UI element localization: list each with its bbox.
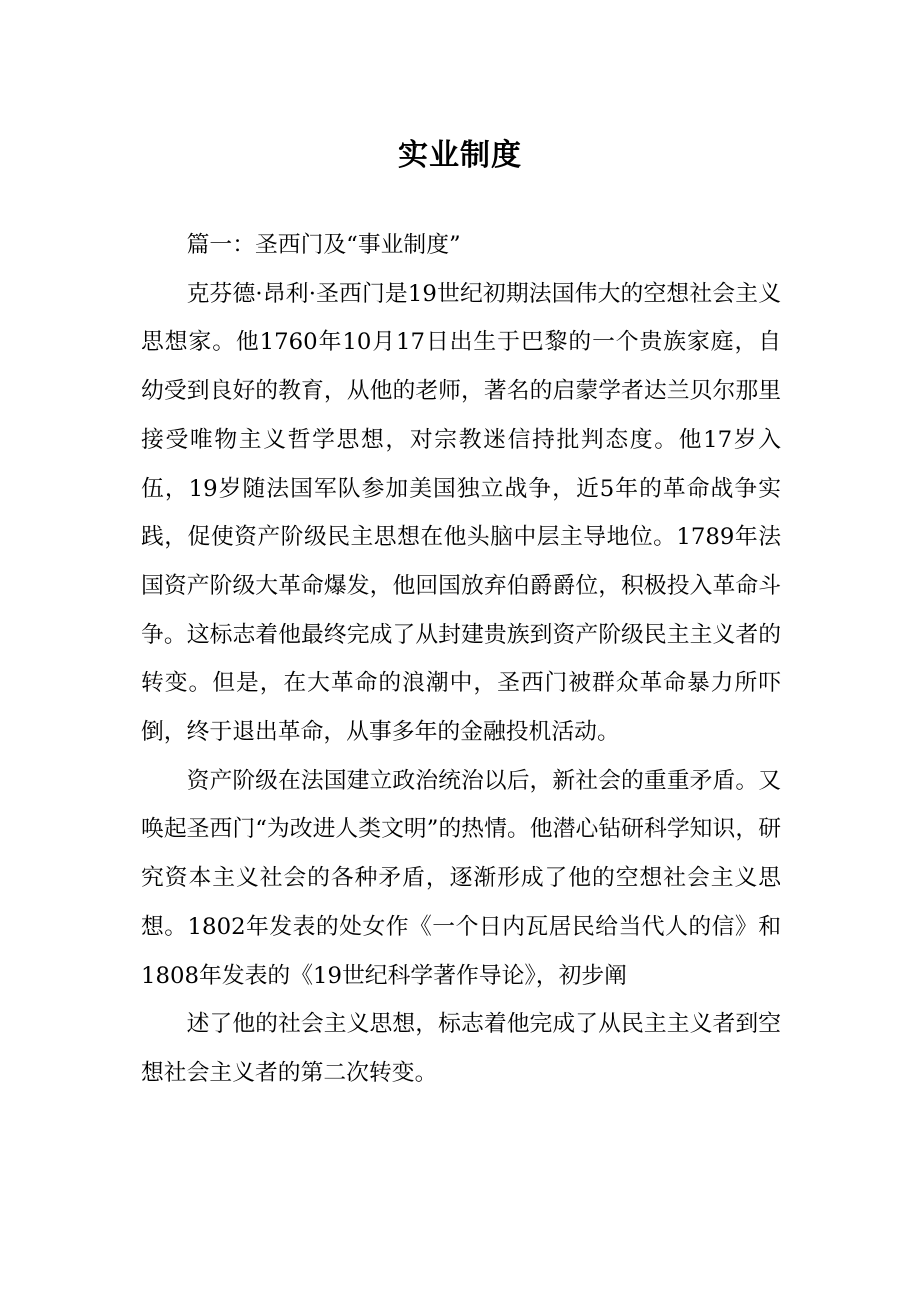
document-body (141, 221, 781, 1098)
section-heading: 篇一：圣西门及“事业制度” (186, 232, 461, 258)
document-title: 实业制度 (398, 138, 522, 174)
paragraph-2: 资产阶级在法国建立政治统治以后，新社会的重重矛盾。又唤起圣西门“为改进人类文明”的热情。他潜心钻研科学知识，研究资本主义社会的各种矛盾，逐渐形成了他的空想社会主义思想。1802年发表的处女作《一个日内瓦居民给当代人的信》和1808年发表的《19世纪科学著作导论》，初步阐 (141, 767, 781, 989)
paragraph-1: 克芬德·昂利·圣西门是19世纪初期法国伟大的空想社会主义思想家。他1760年10月17日出生于巴黎的一个贵族家庭，自幼受到良好的教育，从他的老师，著名的启蒙学者达兰贝尔那里接受唯物主义哲学思想，对宗教迷信持批判态度。他17岁入伍，19岁随法国军队参加美国独立战争，近5年的革命战争实践，促使资产阶级民主思想在他头脑中层主导地位。1789年法国资产阶级大革命爆发，他回国放弃伯爵爵位，积极投入革命斗争。这标志着他最终完成了从封建贵族到资产阶级民主主义者的转变。但是，在大革命的浪潮中，圣西门被群众革命暴力所吓倒，终于退出革命，从事多年的金融投机活动。 (141, 280, 781, 746)
paragraph-3: 述了他的社会主义思想，标志着他完成了从民主主义者到空想社会主义者的第二次转变。 (141, 1011, 781, 1086)
